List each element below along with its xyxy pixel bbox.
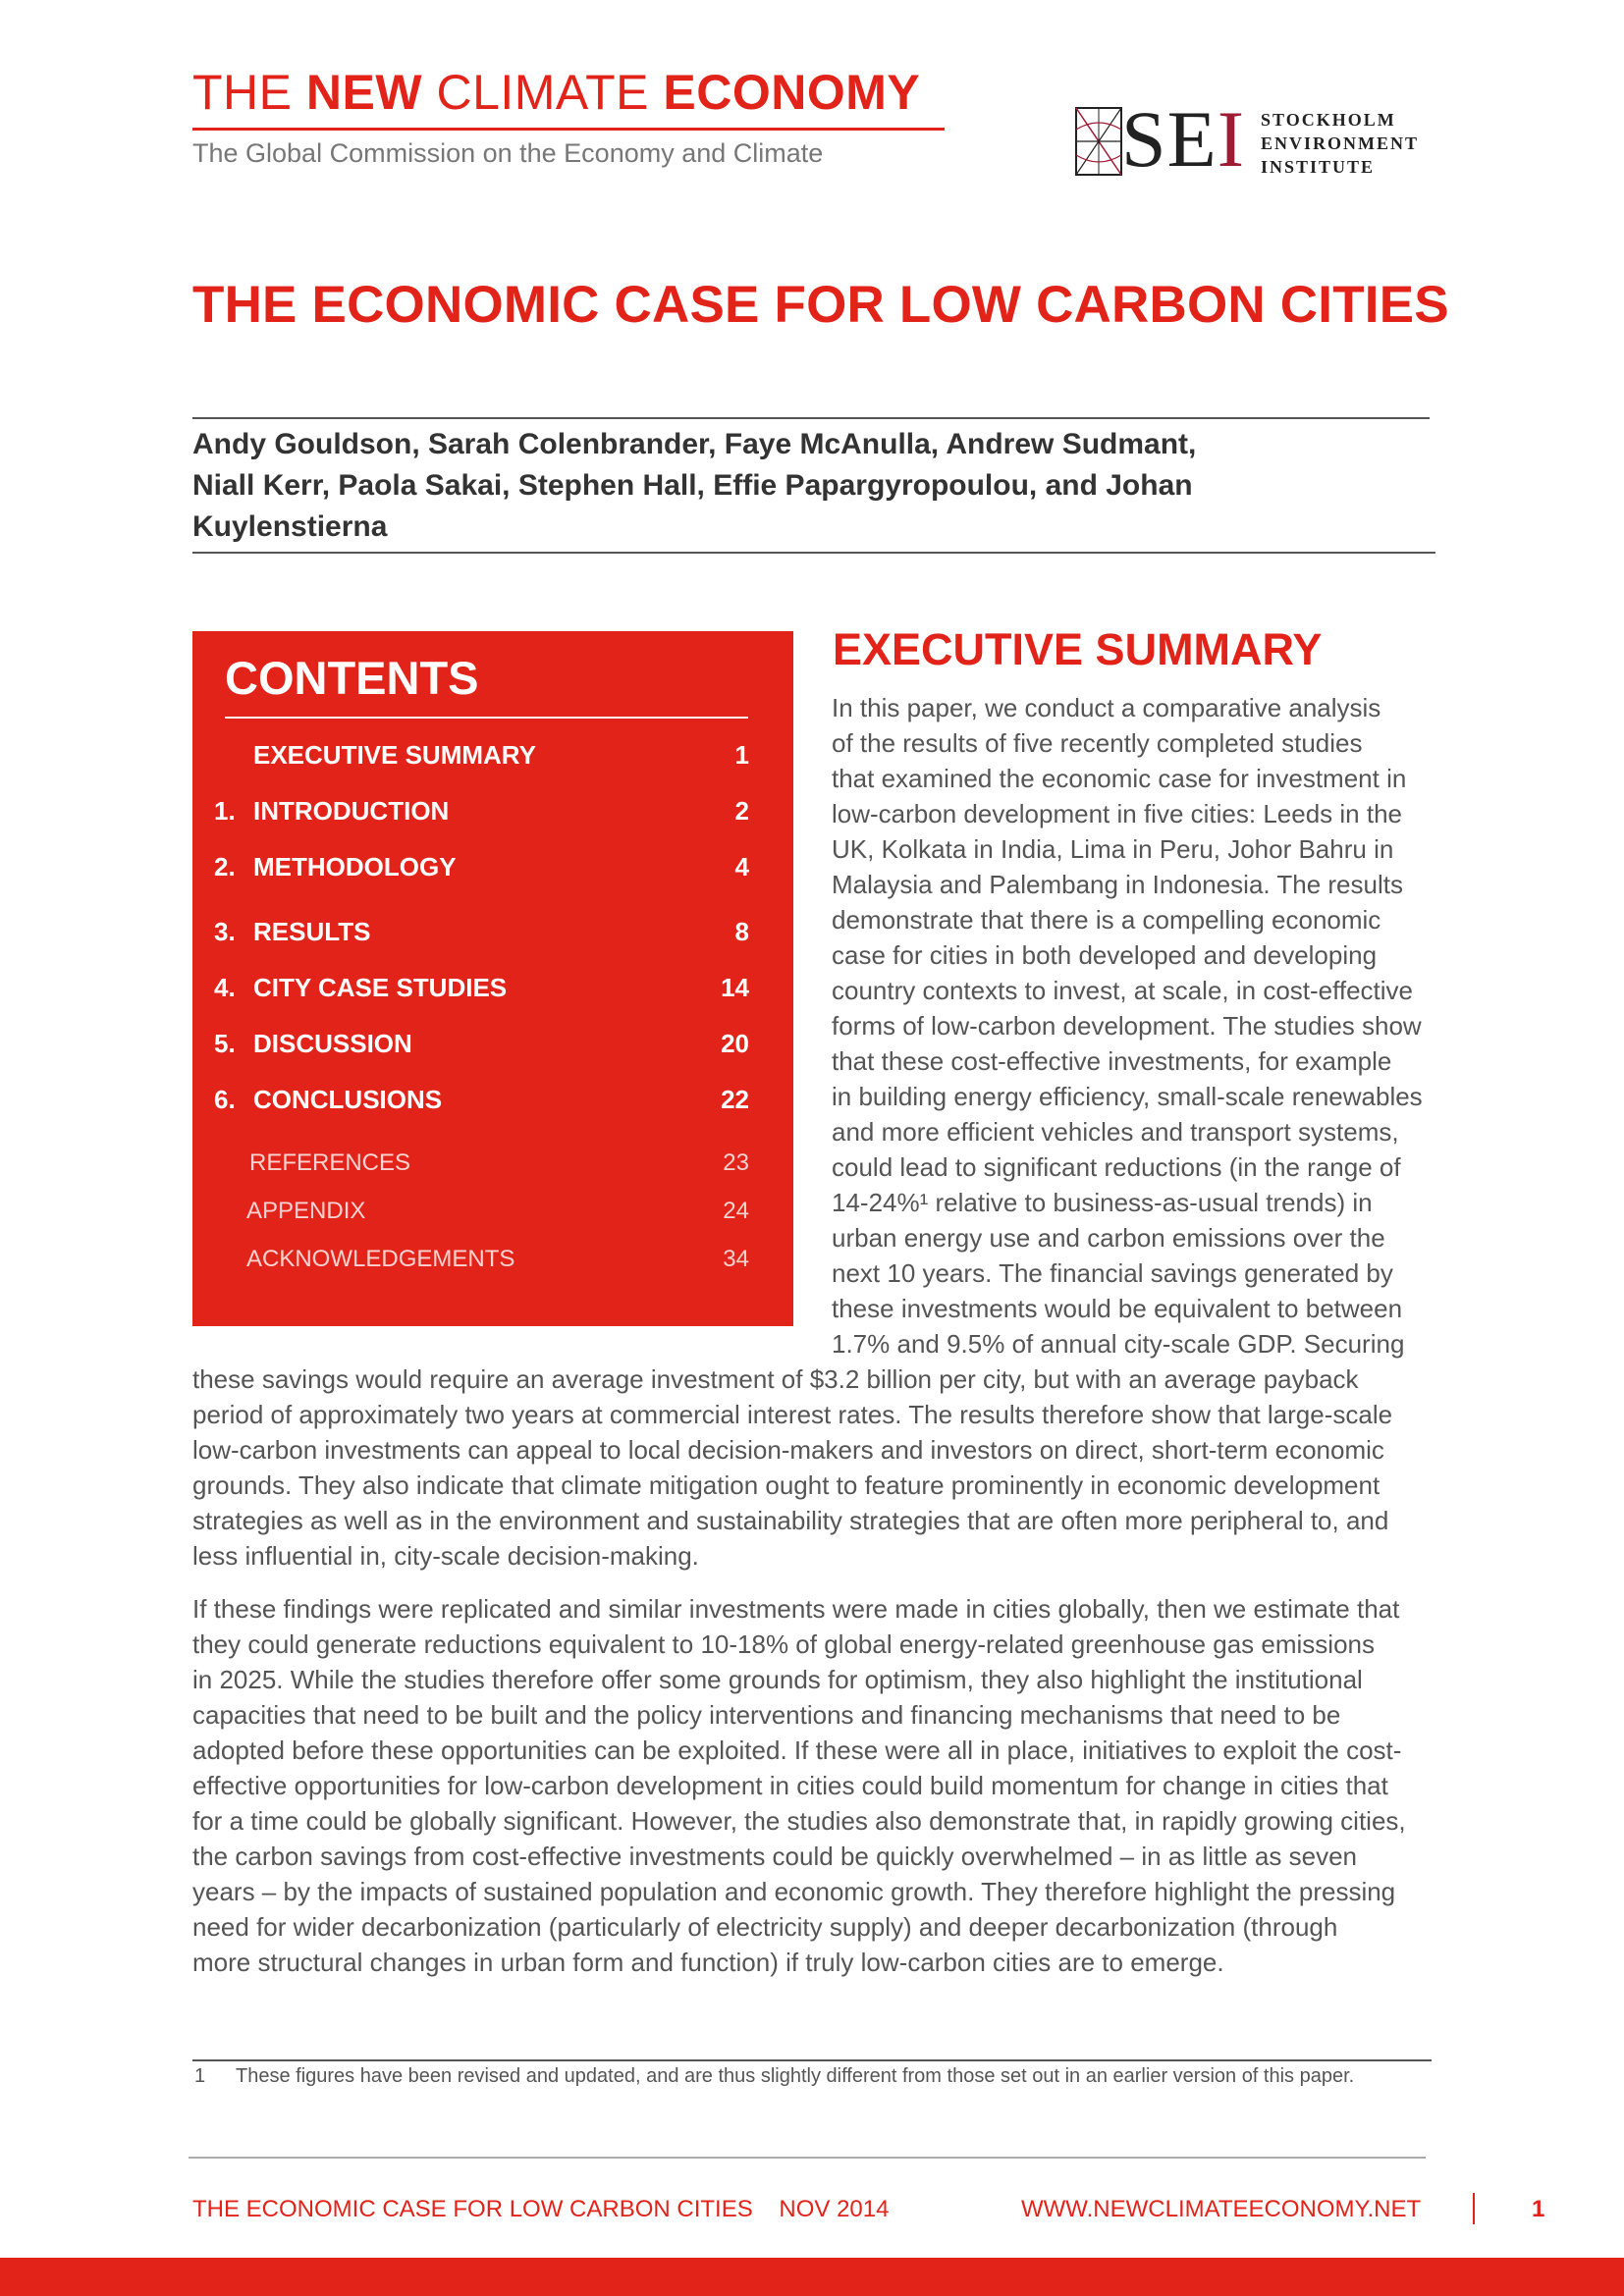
sei-letters-i: I [1217,94,1246,184]
toc-label: ACKNOWLEDGEMENTS [246,1246,515,1272]
body-line: 14-24%¹ relative to business-as-usual trends) in [832,1188,1373,1217]
footnote-rule [192,2059,1432,2061]
footer-bar [0,2258,1624,2296]
toc-number: 1. [214,796,236,826]
body-line: strategies as well as in the environment and sustainability strategies that are often more peripheral to, and [192,1506,1389,1535]
toc-label: METHODOLOGY [253,852,457,881]
toc-label: CONCLUSIONS [253,1085,443,1114]
nce-logo-subtitle: The Global Commission on the Economy and Climate [192,138,824,168]
body-line: country contexts to invest, at scale, in cost-effective [832,976,1414,1005]
body-line: In this paper, we conduct a comparative analysis [832,693,1381,722]
body-line: capacities that need to be built and the policy interventions and financing mechanisms that need to be [192,1700,1341,1730]
toc-page: 24 [723,1198,749,1224]
nce-logo-word: NEW [305,65,423,120]
toc-page: 22 [721,1085,749,1114]
body-line: Malaysia and Palembang in Indonesia. The results [832,870,1403,899]
body-line: years – by the impacts of sustained population and economic growth. They therefore highlight the pressing [192,1877,1396,1906]
body-line: for a time could be globally significant. However, the studies also demonstrate that, in rapidly growing cities, [192,1806,1406,1836]
authors-line: Andy Gouldson, Sarah Colenbrander, Faye McAnulla, Andrew Sudmant, [192,428,1197,460]
body-line: If these findings were replicated and similar investments were made in cities globally, then we estimate that [192,1594,1400,1624]
body-line: these savings would require an average investment of $3.2 billion per city, but with an average payback [192,1364,1359,1394]
toc-label: REFERENCES [249,1149,411,1176]
paper-title: THE ECONOMIC CASE FOR LOW CARBON CITIES [192,276,1449,334]
toc-number: 6. [214,1085,236,1114]
body-line: could lead to significant reductions (in the range of [832,1152,1401,1182]
toc-label: EXECUTIVE SUMMARY [253,740,536,770]
body-line: demonstrate that there is a compelling economic [832,905,1381,934]
toc-page: 1 [734,740,749,770]
body-line: in building energy efficiency, small-scale renewables [832,1082,1423,1111]
toc-number: 4. [214,973,236,1002]
toc-label: CITY CASE STUDIES [253,973,508,1002]
toc-label: INTRODUCTION [253,796,450,826]
body-line: and more efficient vehicles and transport systems, [832,1117,1399,1147]
body-line: less influential in, city-scale decision-making. [192,1541,699,1571]
footer-rule [189,2157,1426,2159]
contents-heading: CONTENTS [225,652,479,704]
toc-label: APPENDIX [246,1198,366,1224]
page-number: 1 [1532,2196,1545,2222]
toc-number: 2. [214,852,236,881]
footer-title [192,2196,889,2223]
toc-number: 5. [214,1029,236,1058]
nce-logo-word: THE [192,65,293,120]
toc-label: RESULTS [253,917,371,946]
authors-line: Niall Kerr, Paola Sakai, Stephen Hall, Effie Papargyropoulou, and Johan [192,469,1193,502]
body-line: low-carbon development in five cities: Leeds in the [832,799,1402,828]
sei-wordmark-line: STOCKHOLM [1261,110,1396,130]
sei-wordmark-line: INSTITUTE [1261,157,1376,177]
toc-page: 4 [734,852,749,881]
toc-page: 20 [721,1029,749,1058]
body-line: these investments would be equivalent to between [832,1294,1403,1323]
toc-page: 14 [721,973,749,1002]
nce-logo-word: ECONOMY [663,65,921,120]
footer-title-text: THE ECONOMIC CASE FOR LOW CARBON CITIES NOV 2014 [192,2196,890,2222]
toc-page: 34 [723,1246,749,1272]
executive-summary-heading: EXECUTIVE SUMMARY [833,624,1323,674]
body-line: that these cost-effective investments, for example [832,1046,1392,1076]
toc-page: 23 [723,1149,749,1176]
body-line: they could generate reductions equivalent to 10-18% of global energy-related greenhouse gas emissions [192,1629,1375,1659]
body-line: UK, Kolkata in India, Lima in Peru, Johor Bahru in [832,834,1394,864]
body-line: need for wider decarbonization (particularly of electricity supply) and deeper decarbonization (through [192,1912,1338,1942]
body-line: adopted before these opportunities can be exploited. If these were all in place, initiatives to exploit the cost- [192,1735,1402,1765]
sei-wordmark-line: ENVIRONMENT [1261,133,1420,153]
toc-page: 8 [734,917,749,946]
footnote-text: These figures have been revised and updated, and are thus slightly different from those set out in an earlier version of this paper. [236,2065,1355,2087]
body-line: in 2025. While the studies therefore offer some grounds for optimism, they also highlight the institutional [192,1665,1363,1694]
footnote-number: 1 [194,2065,206,2087]
body-line: forms of low-carbon development. The studies show [832,1011,1422,1041]
body-line: of the results of five recently completed studies [832,728,1363,758]
authors-line: Kuylenstierna [192,510,388,543]
body-line: 1.7% and 9.5% of annual city-scale GDP. Securing [832,1329,1405,1359]
footer-divider [1473,2193,1475,2224]
body-line: that examined the economic case for investment in [832,764,1407,793]
toc-number: 3. [214,917,236,946]
body-line: next 10 years. The financial savings generated by [832,1258,1393,1288]
body-line: the carbon savings from cost-effective investments could be quickly overwhelmed – in as little as seven [192,1842,1357,1871]
nce-logo-word: CLIMATE [436,65,649,120]
body-line: effective opportunities for low-carbon development in cities could build momentum for change in cities that [192,1771,1388,1800]
body-line: urban energy use and carbon emissions over the [832,1223,1385,1253]
body-line: more structural changes in urban form and function) if truly low-carbon cities are to emerge. [192,1948,1224,1977]
body-line: period of approximately two years at commercial interest rates. The results therefore show that large-scale [192,1400,1393,1429]
toc-label: DISCUSSION [253,1029,412,1058]
body-line: grounds. They also indicate that climate mitigation ought to feature prominently in economic development [192,1470,1380,1500]
body-line: low-carbon investments can appeal to local decision-makers and investors on direct, short-term economic [192,1435,1384,1465]
toc-page: 2 [734,796,749,826]
footer-url-link[interactable]: WWW.NEWCLIMATEECONOMY.NET [1021,2196,1422,2222]
body-line: case for cities in both developed and developing [832,940,1378,970]
sei-letters-se: SE [1121,94,1218,184]
